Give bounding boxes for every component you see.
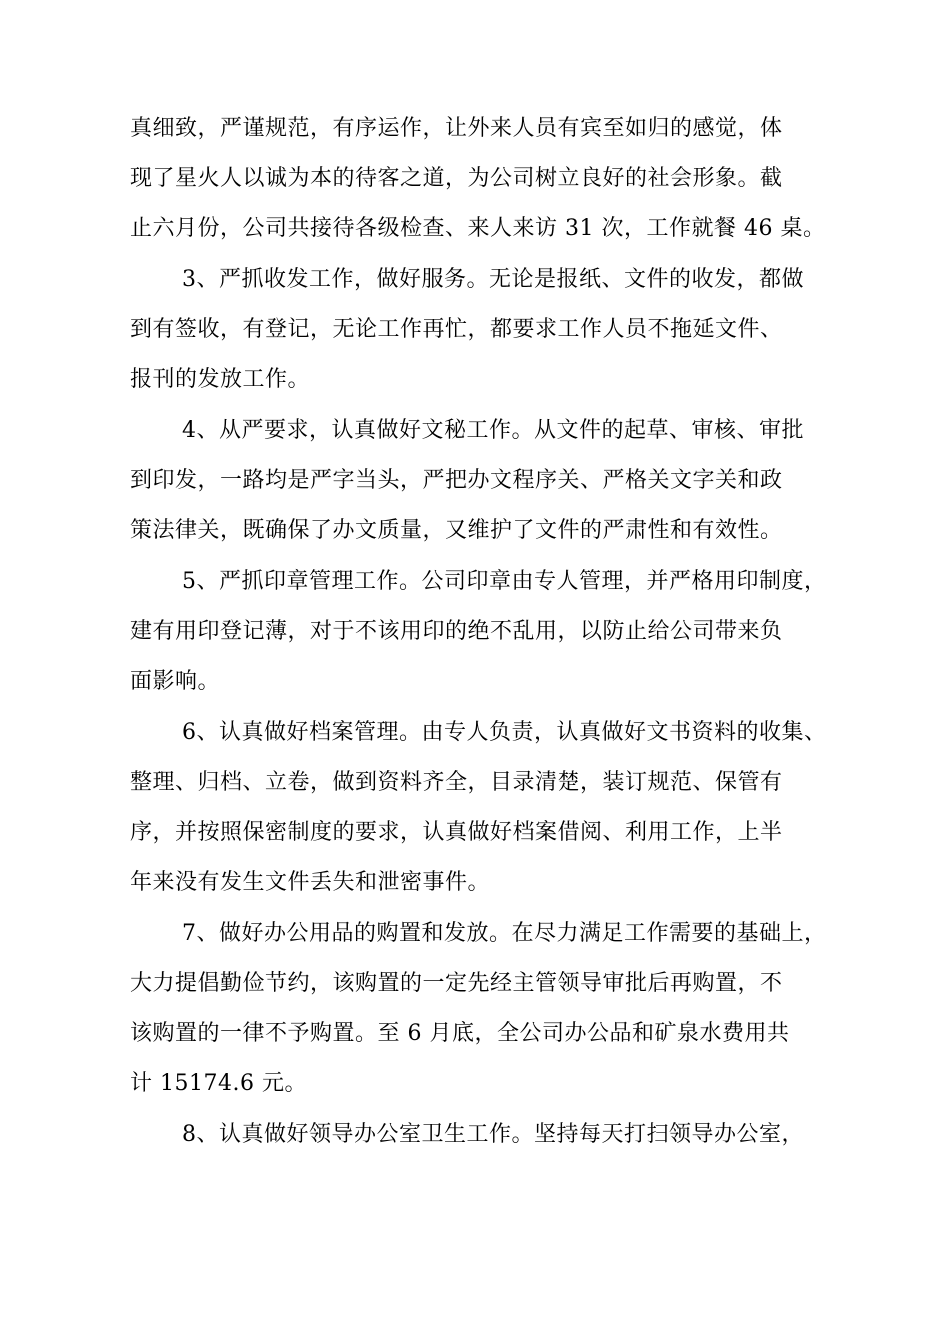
paragraph-first-line: 6、认真做好档案管理。由专人负责，认真做好文书资料的收集、 — [182, 720, 827, 745]
paragraph-first-line: 7、做好办公用品的购置和发放。在尽力满足工作需要的基础上， — [182, 921, 827, 946]
text-line: 建有用印登记薄，对于不该用印的绝不乱用，以防止给公司带来负 — [130, 619, 783, 644]
text-line: 该购置的一律不予购置。至 6 月底，全公司办公品和矿泉水费用共 — [130, 1021, 790, 1046]
paragraph-first-line: 8、认真做好领导办公室卫生工作。坚持每天打扫领导办公室， — [182, 1122, 804, 1147]
text-line: 现了星火人以诚为本的待客之道，为公司树立良好的社会形象。截 — [130, 166, 783, 191]
text-line: 策法律关，既确保了办文质量，又维护了文件的严肃性和有效性。 — [130, 518, 783, 543]
paragraph-first-line: 3、严抓收发工作，做好服务。无论是报纸、文件的收发，都做 — [182, 267, 804, 292]
text-line: 计 15174.6 元。 — [130, 1071, 307, 1096]
text-line: 序，并按照保密制度的要求，认真做好档案借阅、利用工作，上半 — [130, 820, 783, 845]
paragraph-first-line: 5、严抓印章管理工作。公司印章由专人管理，并严格用印制度， — [182, 569, 827, 594]
text-line: 真细致，严谨规范，有序运作，让外来人员有宾至如归的感觉，体 — [130, 116, 783, 141]
text-line: 大力提倡勤俭节约，该购置的一定先经主管领导审批后再购置，不 — [130, 971, 783, 996]
text-line: 止六月份，公司共接待各级检查、来人来访 31 次，工作就餐 46 桌。 — [130, 216, 826, 241]
text-line: 面影响。 — [130, 669, 221, 694]
text-line: 整理、归档、立卷，做到资料齐全，目录清楚，装订规范、保管有 — [130, 770, 783, 795]
paragraph-first-line: 4、从严要求，认真做好文秘工作。从文件的起草、审核、审批 — [182, 418, 804, 443]
text-line: 年来没有发生文件丢失和泄密事件。 — [130, 870, 491, 895]
text-line: 到有签收，有登记，无论工作再忙，都要求工作人员不拖延文件、 — [130, 317, 783, 342]
text-line: 报刊的发放工作。 — [130, 367, 311, 392]
text-line: 到印发，一路均是严字当头，严把办文程序关、严格关文字关和政 — [130, 468, 783, 493]
